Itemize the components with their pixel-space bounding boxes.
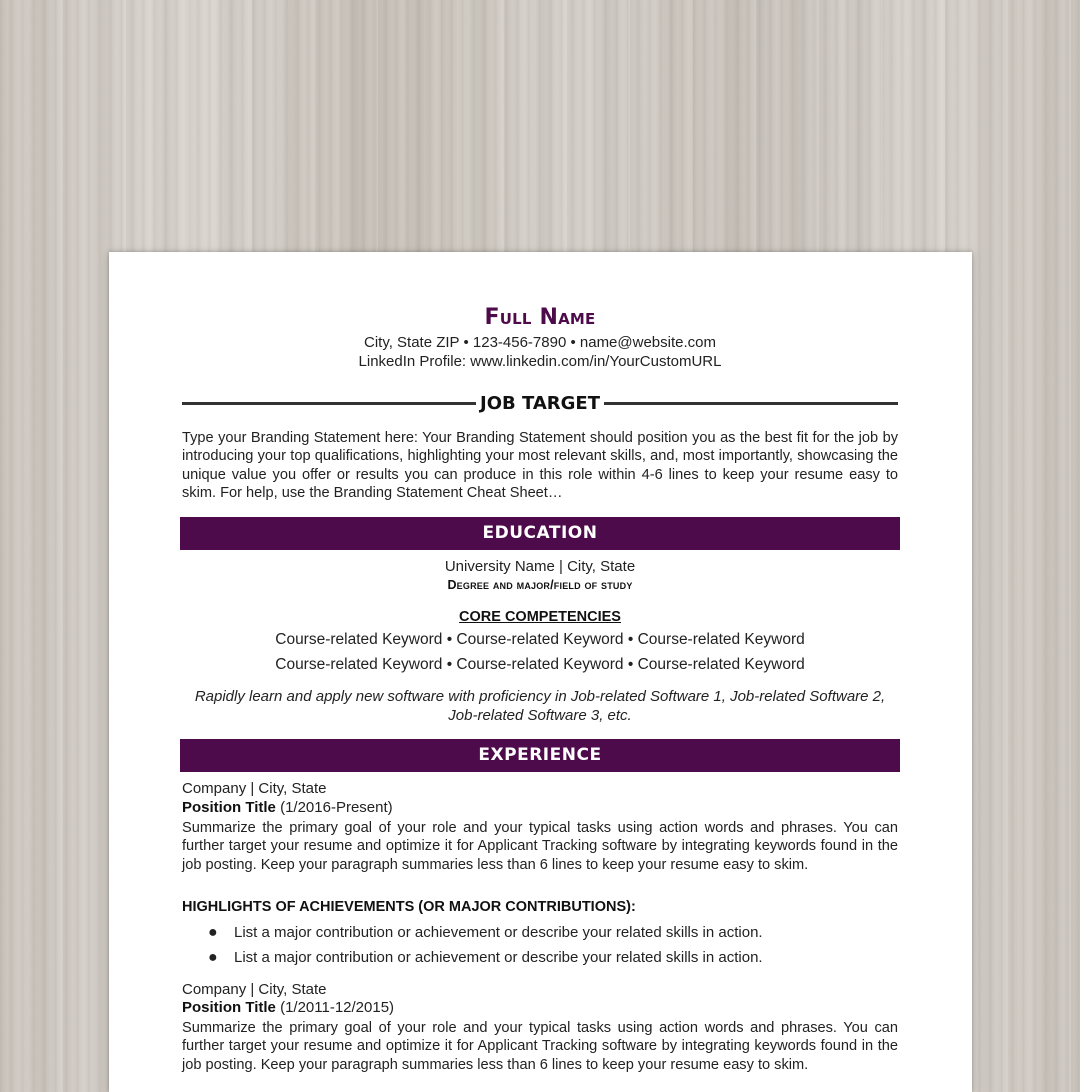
position-line bbox=[182, 799, 898, 816]
job-target-heading: JOB TARGET bbox=[480, 392, 601, 414]
achievement-text: List a major contribution or achievement or describe your related skills in action. bbox=[234, 949, 763, 966]
bullet-icon: ● bbox=[208, 924, 218, 941]
achievement-list bbox=[182, 920, 898, 970]
full-name: Full Name bbox=[484, 305, 596, 330]
highlights-heading: HIGHLIGHTS OF ACHIEVEMENTS (OR MAJOR CONTRIBUTIONS): bbox=[182, 899, 636, 915]
core-competencies-heading: CORE COMPETENCIES bbox=[459, 609, 621, 625]
list-item bbox=[182, 945, 898, 970]
company-line: Company | City, State bbox=[182, 780, 327, 797]
degree-line: Degree and major/field of study bbox=[447, 578, 633, 592]
branding-statement: Type your Branding Statement here: Your Branding Statement should position you as the best fit for the job by introducing your top qualifications, highlighting your most relevant skills, and, most importantly, showcasing the unique value you offer or results you can produce in this role within 4-6 lines to keep your resume easy to skim. For help, use the Branding Statement Cheat Sheet… bbox=[182, 430, 898, 501]
company-line: Company | City, State bbox=[182, 981, 327, 998]
position-line bbox=[182, 999, 898, 1016]
heading-rule-right bbox=[604, 402, 898, 405]
achievement-text: List a major contribution or achievement or describe your related skills in action. bbox=[234, 924, 763, 941]
software-statement: Rapidly learn and apply new software with proficiency in Job-related Software 1, Job-related Software 2, Job-related Software 3, etc. bbox=[194, 688, 886, 724]
education-heading: EDUCATION bbox=[180, 517, 900, 550]
contact-line: City, State ZIP • 123-456-7890 • name@website.com bbox=[363, 334, 716, 351]
resume-page bbox=[109, 252, 972, 1092]
job-summary: Summarize the primary goal of your role and your typical tasks using action words and phrases. You can further target your resume and optimize it for Applicant Tracking software by integrating keywords found in the job posting. Keep your paragraph summaries less than 6 lines to keep your resume easy to skim. bbox=[182, 820, 898, 873]
linkedin-line: LinkedIn Profile: www.linkedin.com/in/YourCustomURL bbox=[358, 353, 722, 370]
position-title: Position Title bbox=[182, 999, 276, 1016]
position-dates: (1/2016-Present) bbox=[280, 799, 393, 816]
job-target-heading-row bbox=[182, 391, 898, 415]
job-summary: Summarize the primary goal of your role and your typical tasks using action words and phrases. You can further target your resume and optimize it for Applicant Tracking software by integrating keywords found in the job posting. Keep your paragraph summaries less than 6 lines to keep your resume easy to skim. bbox=[182, 1020, 898, 1073]
keywords-line: Course-related Keyword • Course-related Keyword • Course-related Keyword bbox=[275, 656, 805, 673]
bullet-icon: ● bbox=[208, 949, 218, 966]
experience-heading: EXPERIENCE bbox=[180, 739, 900, 772]
keywords-line: Course-related Keyword • Course-related Keyword • Course-related Keyword bbox=[275, 631, 805, 648]
position-dates: (1/2011-12/2015) bbox=[280, 999, 395, 1016]
position-title: Position Title bbox=[182, 799, 276, 816]
list-item bbox=[182, 920, 898, 945]
heading-rule-left bbox=[182, 402, 476, 405]
university-line: University Name | City, State bbox=[444, 558, 636, 575]
